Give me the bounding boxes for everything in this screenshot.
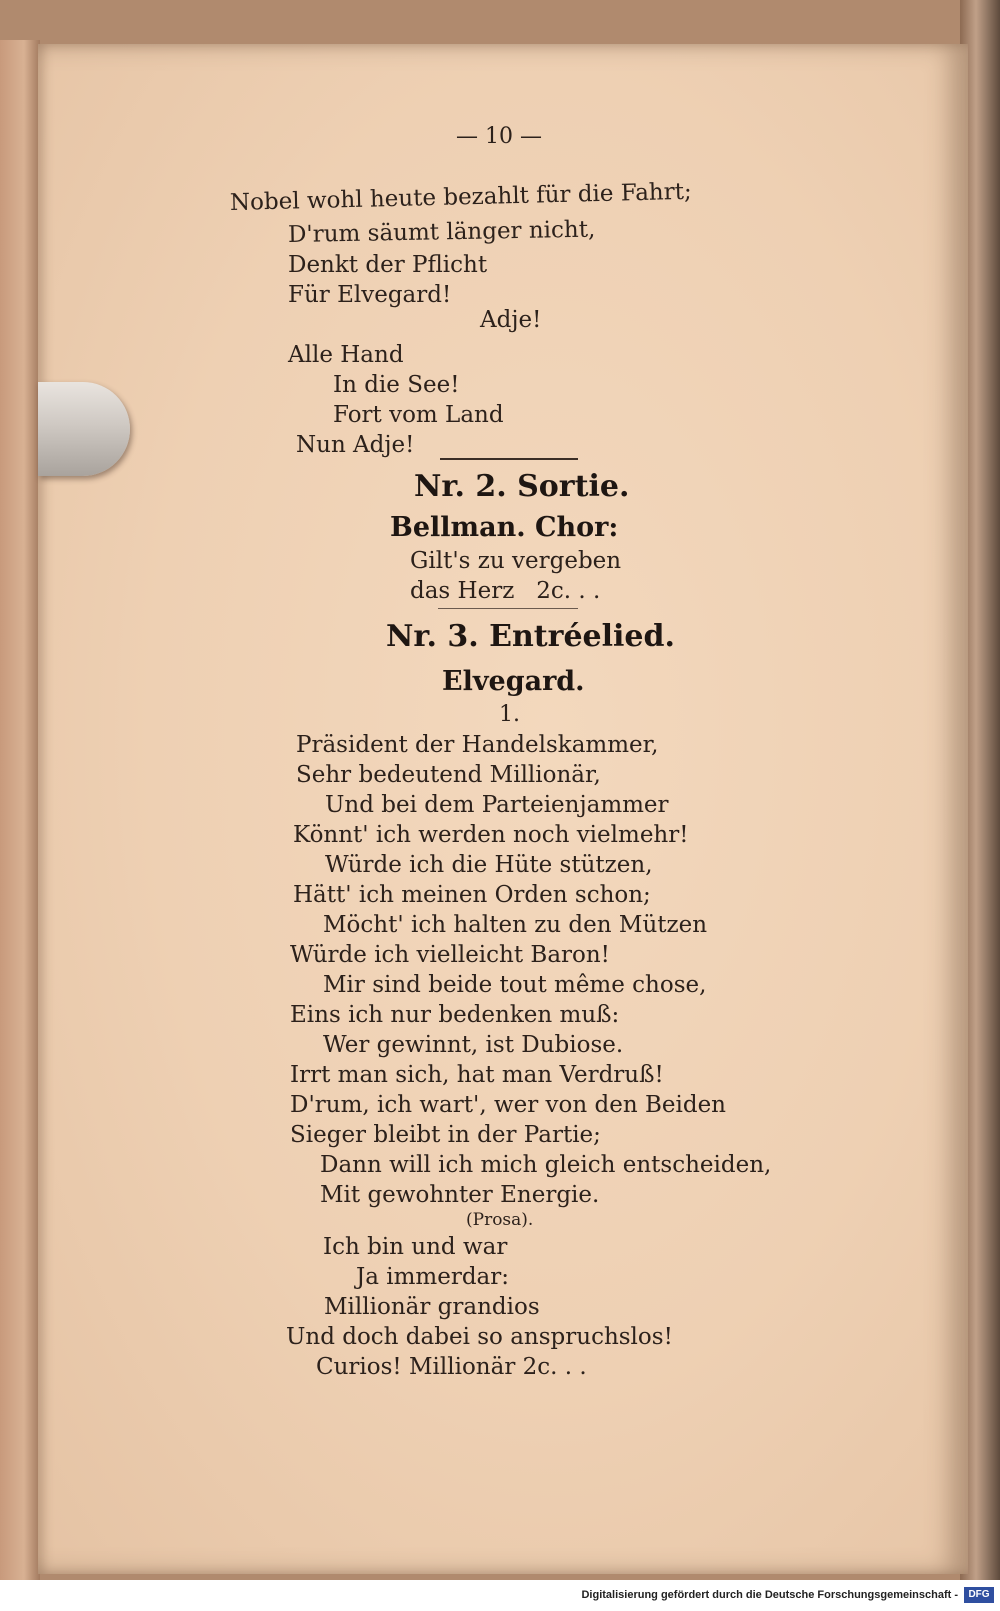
left-page-edge [0,40,40,1580]
lyric-line: das Herz 2c. . . [410,578,601,604]
section-subtitle: Elvegard. [442,666,585,697]
verse-line: Nun Adje! [296,432,415,458]
lyric-line: Würde ich vielleicht Baron! [290,942,610,968]
verse-line: Nobel wohl heute bezahlt für die Fahrt; [229,178,692,216]
stage-direction: (Prosa). [466,1210,534,1230]
lyric-line: Ich bin und war [323,1234,508,1260]
stanza-number: 1. [499,702,520,727]
dfg-logo: DFG [964,1587,994,1603]
lyric-line: Curios! Millionär 2c. . . [316,1354,587,1380]
lyric-line: Und doch dabei so anspruchslos! [286,1324,673,1350]
lyric-line: Gilt's zu vergeben [410,548,622,574]
page-number: — 10 — [456,124,542,149]
paper-clip-icon [38,382,130,476]
lyric-line: Und bei dem Parteienjammer [325,792,669,818]
lyric-line: Wer gewinnt, ist Dubiose. [323,1032,624,1058]
lyric-line: Eins ich nur bedenken muß: [290,1002,620,1028]
verse-line: In die See! [333,372,460,398]
section-subtitle: Bellman. Chor: [390,512,619,543]
lyric-line: Würde ich die Hüte stützen, [325,852,653,878]
verse-line: Alle Hand [288,342,404,368]
lyric-line: D'rum, ich wart', wer von den Beiden [290,1092,726,1118]
verse-line: Fort vom Land [333,402,504,428]
lyric-line: Dann will ich mich gleich entscheiden, [320,1152,772,1178]
verse-line: D'rum säumt länger nicht, [287,216,596,248]
verse-line: Adje! [480,307,542,333]
lyric-line: Ja immerdar: [356,1264,510,1290]
digitization-footer [0,1582,1000,1611]
lyric-line: Präsident der Handelskammer, [296,732,659,758]
verse-line: Denkt der Pflicht [288,252,488,278]
divider-rule [438,608,578,609]
lyric-line: Mir sind beide tout même chose, [323,972,707,998]
lyric-line: Irrt man sich, hat man Verdruß! [290,1062,664,1088]
lyric-line: Sieger bleibt in der Partie; [290,1122,601,1148]
lyric-line: Hätt' ich meinen Orden schon; [293,882,651,908]
lyric-line: Könnt' ich werden noch vielmehr! [293,822,689,848]
section-title: Nr. 2. Sortie. [414,469,630,504]
verse-line: Für Elvegard! [288,282,452,308]
lyric-line: Möcht' ich halten zu den Mützen [323,912,708,938]
funding-credit: Digitalisierung gefördert durch die Deutsche Forschungsgemeinschaft - [581,1589,958,1601]
lyric-line: Millionär grandios [324,1294,540,1320]
section-title: Nr. 3. Entréelied. [386,619,675,654]
divider-rule [440,458,578,460]
lyric-line: Mit gewohnter Energie. [320,1182,600,1208]
lyric-line: Sehr bedeutend Millionär, [296,762,601,788]
book-page [38,44,968,1574]
